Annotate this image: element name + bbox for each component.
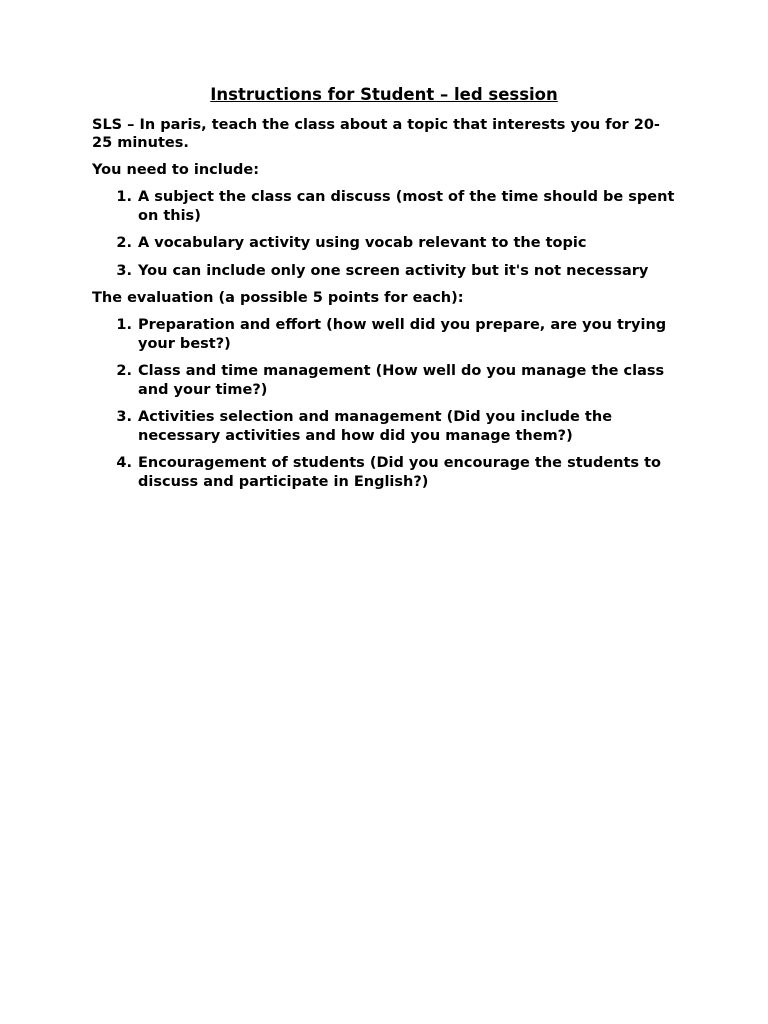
list-item [92, 316, 676, 353]
list-item-number: 3. [116, 409, 132, 425]
list-item [92, 234, 676, 253]
intro-paragraph: SLS – In paris, teach the class about a topic that interests you for 20-25 minutes. [92, 117, 660, 151]
include-heading: You need to include: [92, 162, 260, 178]
list-item-text: You can include only one screen activity but it's not necessary [138, 262, 649, 279]
list-item [92, 454, 676, 491]
document-title: Instructions for Student – led session [210, 85, 558, 104]
evaluation-list [92, 316, 676, 491]
list-item [92, 408, 676, 445]
list-item-text: Class and time management (How well do you manage the class and your time?) [138, 363, 665, 398]
list-item-text: Encouragement of students (Did you encourage the students to discuss and participate in English?) [138, 455, 661, 490]
list-item [92, 362, 676, 399]
list-item [92, 262, 676, 281]
list-item [92, 188, 676, 225]
list-item-number: 2. [116, 363, 132, 379]
list-item-text: A subject the class can discuss (most of the time should be spent on this) [138, 189, 675, 224]
list-item-text: Preparation and effort (how well did you prepare, are you trying your best?) [138, 317, 667, 352]
list-item-text: A vocabulary activity using vocab relevant to the topic [138, 235, 587, 251]
list-item-text: Activities selection and management (Did you include the necessary activities and how did you manage them?) [138, 409, 613, 444]
list-item-number: 1. [116, 189, 132, 205]
list-item-number: 2. [116, 235, 132, 251]
list-item-number: 3. [116, 262, 132, 279]
evaluation-heading: The evaluation (a possible 5 points for each): [92, 290, 464, 306]
include-list [92, 188, 676, 280]
list-item-number: 4. [116, 455, 132, 471]
list-item-number: 1. [116, 317, 132, 333]
